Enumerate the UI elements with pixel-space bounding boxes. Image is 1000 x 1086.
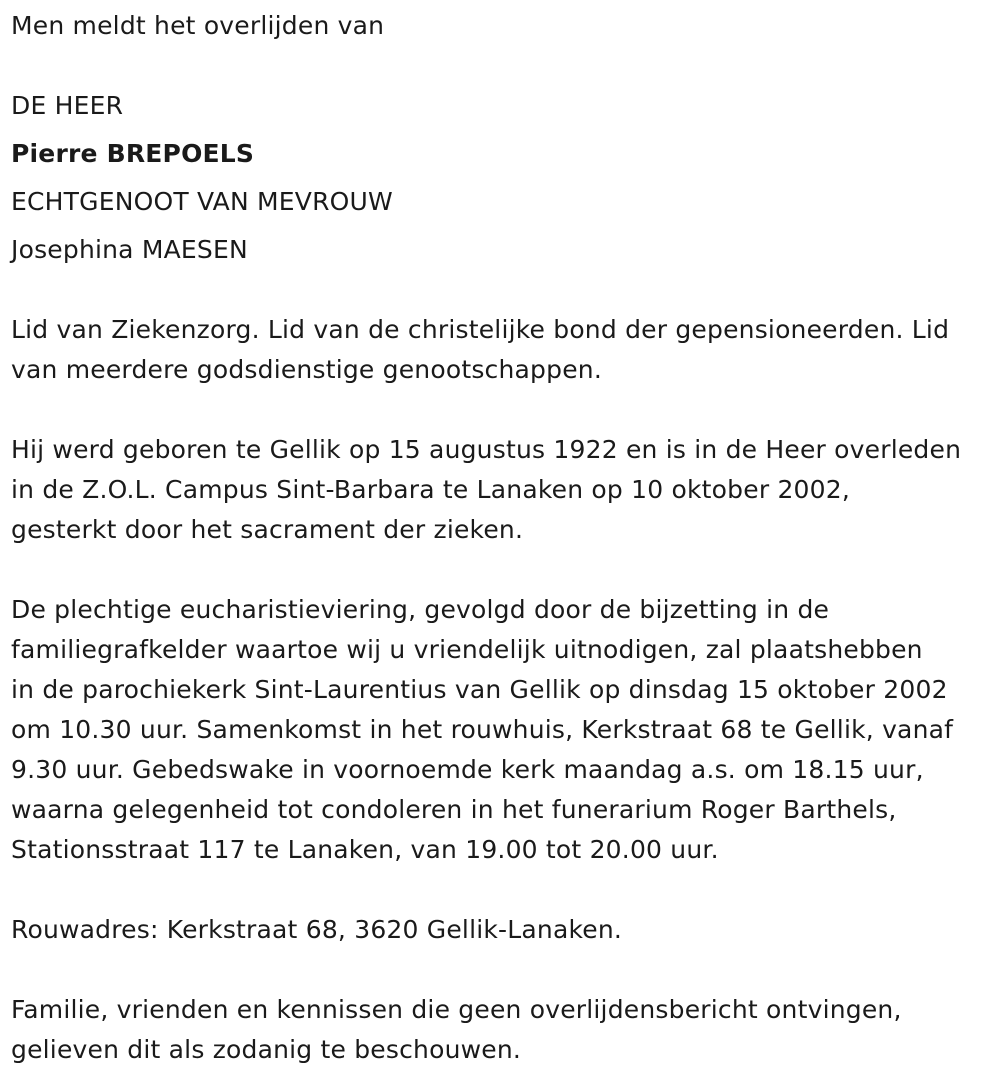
- ceremony-paragraph: [11, 590, 996, 870]
- spacer: [11, 46, 996, 86]
- spacer: [11, 870, 996, 910]
- ceremony-line: in de parochiekerk Sint-Laurentius van Gellik op dinsdag 15 oktober 2002: [11, 675, 948, 704]
- ceremony-line: De plechtige eucharistieviering, gevolgd door de bijzetting in de: [11, 595, 830, 624]
- birth-death-line: Hij werd geboren te Gellik op 15 augustus 1922 en is in de Heer overleden: [11, 435, 962, 464]
- obituary-document: [11, 6, 996, 1070]
- spacer: [11, 550, 996, 590]
- birth-death-line: in de Z.O.L. Campus Sint-Barbara te Lanaken op 10 oktober 2002,: [11, 475, 851, 504]
- spacer: [11, 222, 996, 230]
- birth-death-line: gesterkt door het sacrament der zieken.: [11, 515, 524, 544]
- deceased-name: Pierre BREPOELS: [11, 139, 255, 168]
- memberships-paragraph: [11, 310, 996, 390]
- ceremony-line: 9.30 uur. Gebedswake in voornoemde kerk maandag a.s. om 18.15 uur,: [11, 755, 924, 784]
- ceremony-line: waarna gelegenheid tot condoleren in het funerarium Roger Barthels,: [11, 795, 897, 824]
- title-prefix: DE HEER: [11, 91, 124, 120]
- spacer: [11, 126, 996, 134]
- closing-line: gelieven dit als zodanig te beschouwen.: [11, 1035, 522, 1064]
- spacer: [11, 270, 996, 310]
- ceremony-line: Stationsstraat 117 te Lanaken, van 19.00 tot 20.00 uur.: [11, 835, 719, 864]
- closing-paragraph: [11, 990, 996, 1070]
- birth-death-paragraph: [11, 430, 996, 550]
- spouse-label: ECHTGENOOT VAN MEVROUW: [11, 187, 393, 216]
- spouse-name: Josephina MAESEN: [11, 235, 248, 264]
- spacer: [11, 174, 996, 182]
- memberships-line: van meerdere godsdienstige genootschappen.: [11, 355, 602, 384]
- spacer: [11, 390, 996, 430]
- memberships-line: Lid van Ziekenzorg. Lid van de christelijke bond der gepensioneerden. Lid: [11, 315, 950, 344]
- ceremony-line: familiegrafkelder waartoe wij u vriendelijk uitnodigen, zal plaatshebben: [11, 635, 923, 664]
- closing-line: Familie, vrienden en kennissen die geen overlijdensbericht ontvingen,: [11, 995, 902, 1024]
- ceremony-line: om 10.30 uur. Samenkomst in het rouwhuis, Kerkstraat 68 te Gellik, vanaf: [11, 715, 954, 744]
- spacer: [11, 950, 996, 990]
- mourning-address: Rouwadres: Kerkstraat 68, 3620 Gellik-Lanaken.: [11, 915, 623, 944]
- intro-line: Men meldt het overlijden van: [11, 11, 385, 40]
